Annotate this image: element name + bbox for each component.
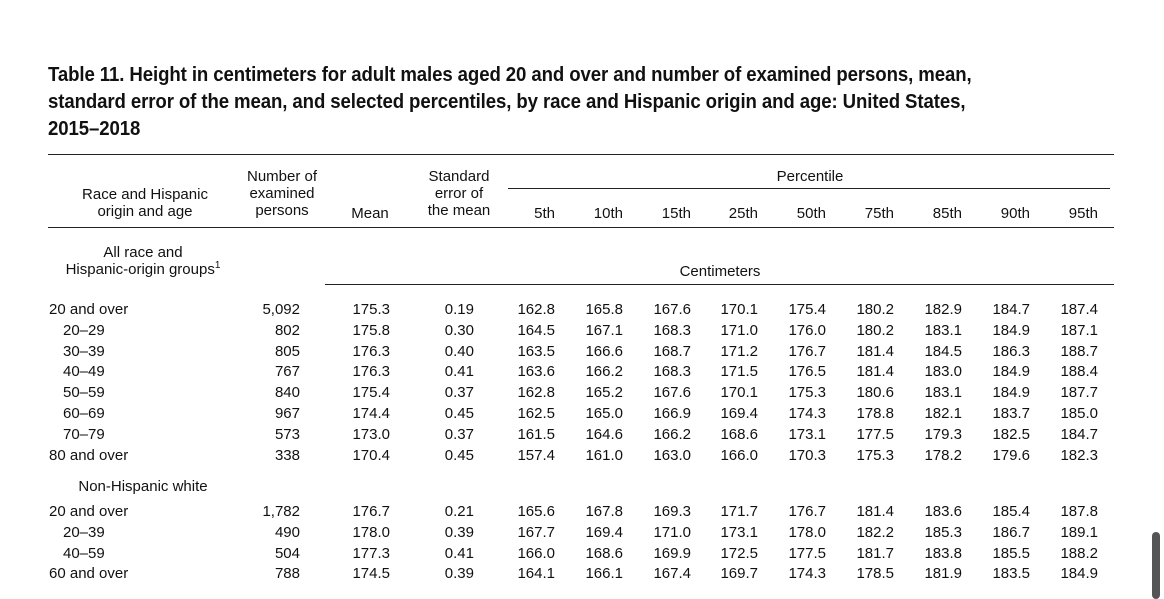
table-cell: 182.1 [924, 405, 962, 422]
table-cell: 164.1 [517, 565, 555, 583]
table-cell: 168.6 [720, 425, 758, 443]
table-cell: 161.0 [585, 446, 623, 464]
table-cell: 171.7 [720, 503, 758, 520]
table-cell: 174.4 [352, 405, 390, 422]
table-cell: 0.40 [444, 342, 474, 360]
table-title [48, 62, 1034, 143]
table-cell: 187.4 [1060, 301, 1098, 318]
title-line-1: Table 11. Height in centimeters for adult males aged 20 and over and number of examined persons, mean, [48, 64, 972, 86]
table-cell: 180.6 [856, 384, 894, 402]
table-cell: 180.2 [856, 321, 894, 339]
table-cell: 184.7 [1060, 425, 1098, 443]
table-cell: 163.6 [517, 363, 555, 381]
table-cell: 180.2 [856, 301, 894, 318]
table-cell: 176.7 [352, 503, 390, 520]
table-cell: 0.37 [444, 425, 474, 443]
header-percentile-p5: 5th [534, 205, 555, 222]
table-cell: 184.9 [992, 363, 1030, 381]
table-cell: 840 [274, 384, 300, 402]
table-cell: 168.3 [653, 363, 691, 381]
table-cell: 0.41 [444, 544, 474, 562]
table-cell: 168.3 [653, 321, 691, 339]
table-cell: 183.1 [924, 384, 962, 402]
table-cell: 183.0 [924, 363, 962, 381]
header-percentile-p15: 15th [661, 205, 691, 222]
table-cell: 173.1 [720, 523, 758, 541]
table-cell: 176.5 [788, 363, 826, 381]
table-cell: 185.5 [992, 544, 1030, 562]
table-cell: 802 [274, 321, 300, 339]
table-cell: 185.0 [1060, 405, 1098, 422]
table-cell: 170.4 [352, 446, 390, 464]
table-cell: 172.5 [720, 544, 758, 562]
table-cell: 184.9 [992, 384, 1030, 402]
scrollbar-thumb[interactable] [1152, 532, 1160, 599]
table-cell: 166.0 [517, 544, 555, 562]
table-cell: 182.2 [856, 523, 894, 541]
row-label: 60 and over [49, 565, 129, 583]
table-cell: 178.0 [788, 523, 826, 541]
table-cell: 504 [274, 544, 300, 562]
table-cell: 166.6 [585, 342, 623, 360]
table-cell: 166.9 [653, 405, 691, 422]
table-cell: 182.9 [924, 301, 962, 318]
table-cell: 5,092 [262, 301, 300, 318]
table-cell: 168.7 [653, 342, 691, 360]
table-cell: 338 [274, 446, 300, 464]
units-label: Centimeters [679, 263, 761, 280]
table-cell: 0.45 [444, 446, 474, 464]
table-cell: 181.4 [856, 503, 894, 520]
table-cell: 163.5 [517, 342, 555, 360]
table-cell: 179.3 [924, 425, 962, 443]
header-standard-error: Standard error of the mean [427, 168, 491, 219]
table-cell: 183.8 [924, 544, 962, 562]
table-cell: 1,782 [262, 503, 300, 520]
table-cell: 177.3 [352, 544, 390, 562]
table-cell: 0.30 [444, 321, 474, 339]
table-cell: 176.7 [788, 342, 826, 360]
row-label: 70–79 [63, 425, 105, 443]
table-cell: 165.2 [585, 384, 623, 402]
table-cell: 174.3 [788, 405, 826, 422]
table-cell: 175.4 [352, 384, 390, 402]
table-cell: 175.4 [788, 301, 826, 318]
header-percentile-p95: 95th [1068, 205, 1098, 222]
section-label-non-hispanic-white: Non-Hispanic white [78, 478, 208, 495]
table-cell: 162.8 [517, 384, 555, 402]
table-cell: 171.0 [653, 523, 691, 541]
table-cell: 157.4 [517, 446, 555, 464]
table-cell: 165.8 [585, 301, 623, 318]
table-cell: 0.37 [444, 384, 474, 402]
table-cell: 171.2 [720, 342, 758, 360]
table-cell: 166.1 [585, 565, 623, 583]
table-cell: 166.2 [653, 425, 691, 443]
table-cell: 176.3 [352, 342, 390, 360]
table-cell: 0.41 [444, 363, 474, 381]
table-cell: 175.3 [856, 446, 894, 464]
table-cell: 162.5 [517, 405, 555, 422]
header-mean: Mean [351, 205, 389, 222]
table-cell: 165.6 [517, 503, 555, 520]
table-cell: 184.5 [924, 342, 962, 360]
table-cell: 173.1 [788, 425, 826, 443]
table-cell: 175.3 [352, 301, 390, 318]
table-cell: 185.4 [992, 503, 1030, 520]
row-label: 20–29 [63, 321, 105, 339]
table-cell: 167.8 [585, 503, 623, 520]
table-cell: 182.5 [992, 425, 1030, 443]
table-cell: 169.4 [720, 405, 758, 422]
title-line-3: 2015–2018 [48, 118, 141, 140]
section-label-all-races: All race and Hispanic-origin groups$^1$ [65, 244, 221, 278]
table-cell: 167.7 [517, 523, 555, 541]
table-cell: 186.7 [992, 523, 1030, 541]
table-cell: 573 [274, 425, 300, 443]
row-label: 30–39 [63, 342, 105, 360]
table-cell: 185.3 [924, 523, 962, 541]
table-cell: 177.5 [856, 425, 894, 443]
table-cell: 167.1 [585, 321, 623, 339]
row-label: 40–59 [63, 544, 105, 562]
header-number-examined: Number of examined persons [246, 168, 318, 219]
table-cell: 189.1 [1060, 523, 1098, 541]
table-cell: 179.6 [992, 446, 1030, 464]
table-cell: 184.7 [992, 301, 1030, 318]
table-cell: 165.0 [585, 405, 623, 422]
row-label: 50–59 [63, 384, 105, 402]
header-percentile-p50: 50th [796, 205, 826, 222]
table-cell: 805 [274, 342, 300, 360]
table-cell: 163.0 [653, 446, 691, 464]
table-cell: 164.6 [585, 425, 623, 443]
row-label: 20 and over [49, 301, 129, 318]
table-cell: 767 [274, 363, 300, 381]
table-cell: 183.1 [924, 321, 962, 339]
table-cell: 169.4 [585, 523, 623, 541]
table-cell: 0.19 [444, 301, 474, 318]
table-cell: 788 [274, 565, 300, 583]
percentile-rule [508, 188, 1110, 189]
table-cell: 166.0 [720, 446, 758, 464]
title-line-2: standard error of the mean, and selected percentiles, by race and Hispanic origin and age: United States, [48, 91, 966, 113]
row-label: 20–39 [63, 523, 105, 541]
header-race-origin: Race and Hispanic origin and age [82, 186, 208, 220]
header-percentile-p25: 25th [728, 205, 758, 222]
footnote-marker: 1 [214, 260, 221, 271]
header-percentile: Percentile [776, 168, 844, 185]
table-cell: 176.0 [788, 321, 826, 339]
table-cell: 162.8 [517, 301, 555, 318]
table-cell: 178.2 [924, 446, 962, 464]
header-percentile-p75: 75th [864, 205, 894, 222]
table-cell: 167.6 [653, 301, 691, 318]
table-cell: 178.8 [856, 405, 894, 422]
table-cell: 0.45 [444, 405, 474, 422]
row-label: 60–69 [63, 405, 105, 422]
table-cell: 967 [274, 405, 300, 422]
centimeters-rule [325, 284, 1114, 285]
table-cell: 181.7 [856, 544, 894, 562]
table-cell: 0.39 [444, 523, 474, 541]
table-cell: 171.5 [720, 363, 758, 381]
row-label: 20 and over [49, 503, 129, 520]
table-cell: 175.8 [352, 321, 390, 339]
table-cell: 0.21 [444, 503, 474, 520]
table-cell: 0.39 [444, 565, 474, 583]
table-cell: 174.3 [788, 565, 826, 583]
header-percentile-p85: 85th [932, 205, 962, 222]
table-cell: 184.9 [992, 321, 1030, 339]
table-cell: 171.0 [720, 321, 758, 339]
table-cell: 169.9 [653, 544, 691, 562]
table-cell: 170.3 [788, 446, 826, 464]
table-cell: 182.3 [1060, 446, 1098, 464]
table-cell: 490 [274, 523, 300, 541]
row-label: 80 and over [49, 446, 129, 464]
table-cell: 181.4 [856, 342, 894, 360]
table-cell: 178.0 [352, 523, 390, 541]
table-cell: 175.3 [788, 384, 826, 402]
table-cell: 174.5 [352, 565, 390, 583]
row-label: 40–49 [63, 363, 105, 381]
table-cell: 170.1 [720, 301, 758, 318]
table-cell: 187.1 [1060, 321, 1098, 339]
table-cell: 170.1 [720, 384, 758, 402]
header-bottom-rule [48, 227, 1114, 228]
table-cell: 183.6 [924, 503, 962, 520]
table-cell: 161.5 [517, 425, 555, 443]
table-cell: 167.6 [653, 384, 691, 402]
table-cell: 183.5 [992, 565, 1030, 583]
header-percentile-p10: 10th [593, 205, 623, 222]
top-rule [48, 154, 1114, 155]
table-cell: 187.7 [1060, 384, 1098, 402]
table-cell: 168.6 [585, 544, 623, 562]
table-cell: 177.5 [788, 544, 826, 562]
header-percentile-p90: 90th [1000, 205, 1030, 222]
table-cell: 188.2 [1060, 544, 1098, 562]
table-cell: 188.4 [1060, 363, 1098, 381]
table-cell: 169.3 [653, 503, 691, 520]
table-cell: 173.0 [352, 425, 390, 443]
table-cell: 176.7 [788, 503, 826, 520]
table-cell: 167.4 [653, 565, 691, 583]
table-cell: 164.5 [517, 321, 555, 339]
table-cell: 183.7 [992, 405, 1030, 422]
table-cell: 176.3 [352, 363, 390, 381]
table-cell: 184.9 [1060, 565, 1098, 583]
table-cell: 188.7 [1060, 342, 1098, 360]
table-cell: 169.7 [720, 565, 758, 583]
table-cell: 178.5 [856, 565, 894, 583]
table-cell: 187.8 [1060, 503, 1098, 520]
table-cell: 181.4 [856, 363, 894, 381]
table-cell: 186.3 [992, 342, 1030, 360]
table-cell: 166.2 [585, 363, 623, 381]
table-cell: 181.9 [924, 565, 962, 583]
